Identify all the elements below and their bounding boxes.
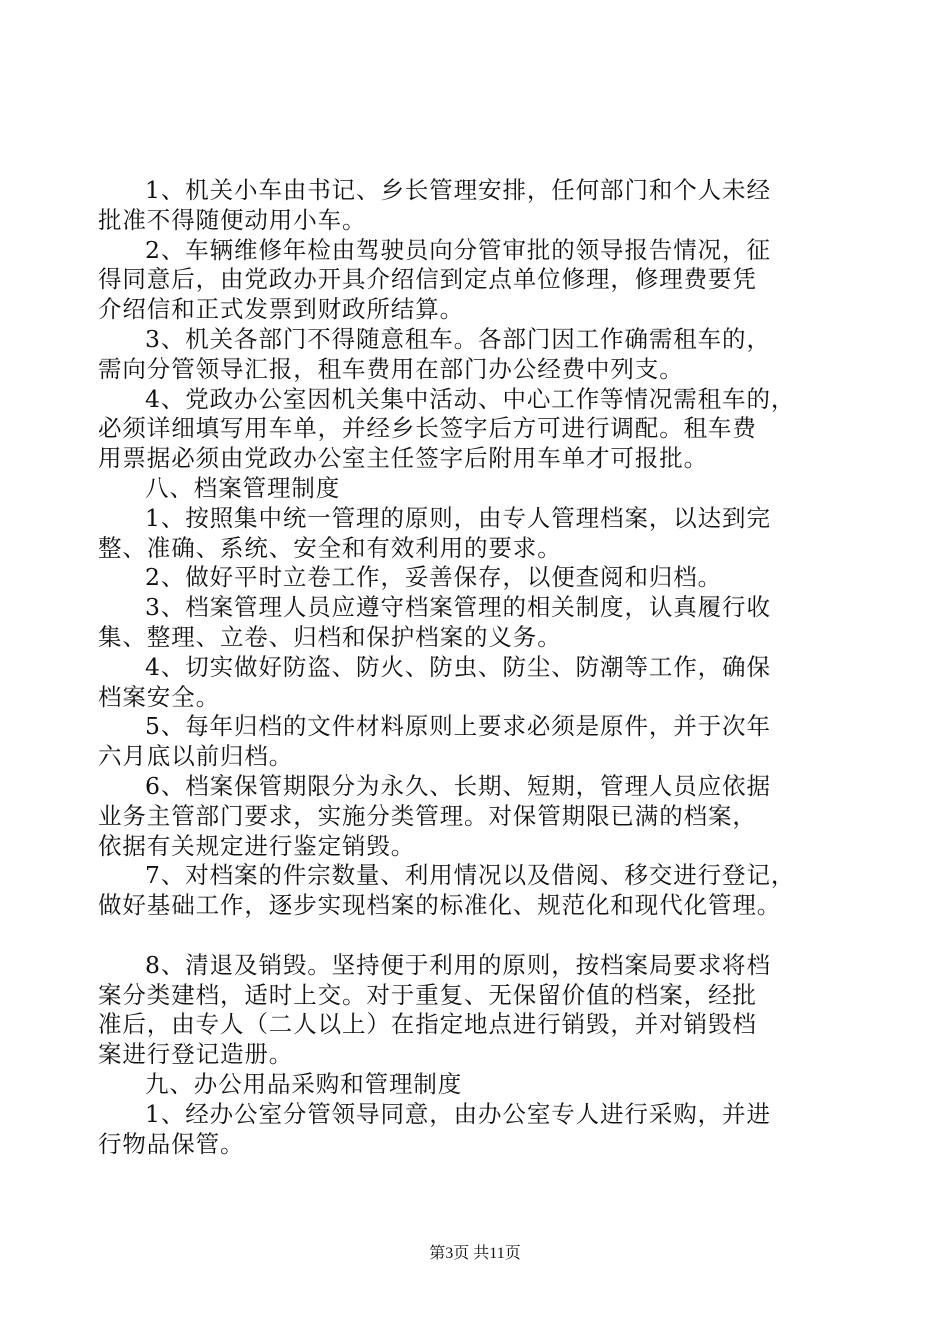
paragraph-archives-rule-7: 7、对档案的件宗数量、利用情况以及借阅、移交进行登记， 做好基础工作，逐步实现档案的标准化、规范化和现代化管理。 [98, 861, 796, 920]
paragraph-supplies-rule-1: 1、经办公室分管领导同意，由办公室专人进行采购，并进 行物品保管。 [98, 1099, 771, 1158]
paragraph-vehicle-rule-3: 3、机关各部门不得随意租车。各部门因工作确需租车的， 需向分管领导汇报，租车费用在部门办公经费中列支。 [98, 324, 771, 383]
paragraph-archives-rule-2: 2、做好平时立卷工作，妥善保存，以便查阅和归档。 [145, 563, 723, 592]
paragraph-vehicle-rule-2: 2、车辆维修年检由驾驶员向分管审批的领导报告情况，征 得同意后，由党政办开具介绍信到定点单位修理，修理费要凭 介绍信和正式发票到财政所结算。 [98, 235, 771, 324]
paragraph-archives-rule-5: 5、每年归档的文件材料原则上要求必须是原件，并于次年 六月底以前归档。 [98, 712, 771, 771]
page-number-footer: 第3页 共11页 [429, 1245, 521, 1262]
paragraph-archives-rule-6: 6、档案保管期限分为永久、长期、短期，管理人员应依据 业务主管部门要求，实施分类管理。对保管期限已满的档案， 依据有关规定进行鉴定销毁。 [98, 771, 771, 860]
paragraph-vehicle-rule-1: 1、机关小车由书记、乡长管理安排，任何部门和个人未经 批准不得随便动用小车。 [98, 176, 771, 234]
document-body [98, 176, 850, 1159]
section-heading-office-supplies: 九、办公用品采购和管理制度 [145, 1069, 463, 1098]
paragraph-archives-rule-1: 1、按照集中统一管理的原则，由专人管理档案，以达到完 整、准确、系统、安全和有效利用的要求。 [98, 503, 771, 562]
paragraph-vehicle-rule-4: 4、党政办公室因机关集中活动、中心工作等情况需租车的， 必须详细填写用车单，并经乡长签字后方可进行调配。租车费 用票据必须由党政办公室主任签字后附用车单才可报批。 [98, 384, 796, 473]
paragraph-archives-rule-3: 3、档案管理人员应遵守档案管理的相关制度，认真履行收 集、整理、立卷、归档和保护档案的义务。 [98, 593, 771, 651]
section-heading-archives: 八、档案管理制度 [145, 473, 341, 502]
paragraph-archives-rule-4: 4、切实做好防盗、防火、防虫、防尘、防潮等工作，确保 档案安全。 [98, 652, 771, 711]
paragraph-archives-rule-8: 8、清退及销毁。坚持便于利用的原则，按档案局要求将档 案分类建档，适时上交。对于重复、无保留价值的档案，经批 准后，由专人（二人以上）在指定地点进行销毁，并对销毁档 案进行登记造册。 [98, 950, 771, 1069]
